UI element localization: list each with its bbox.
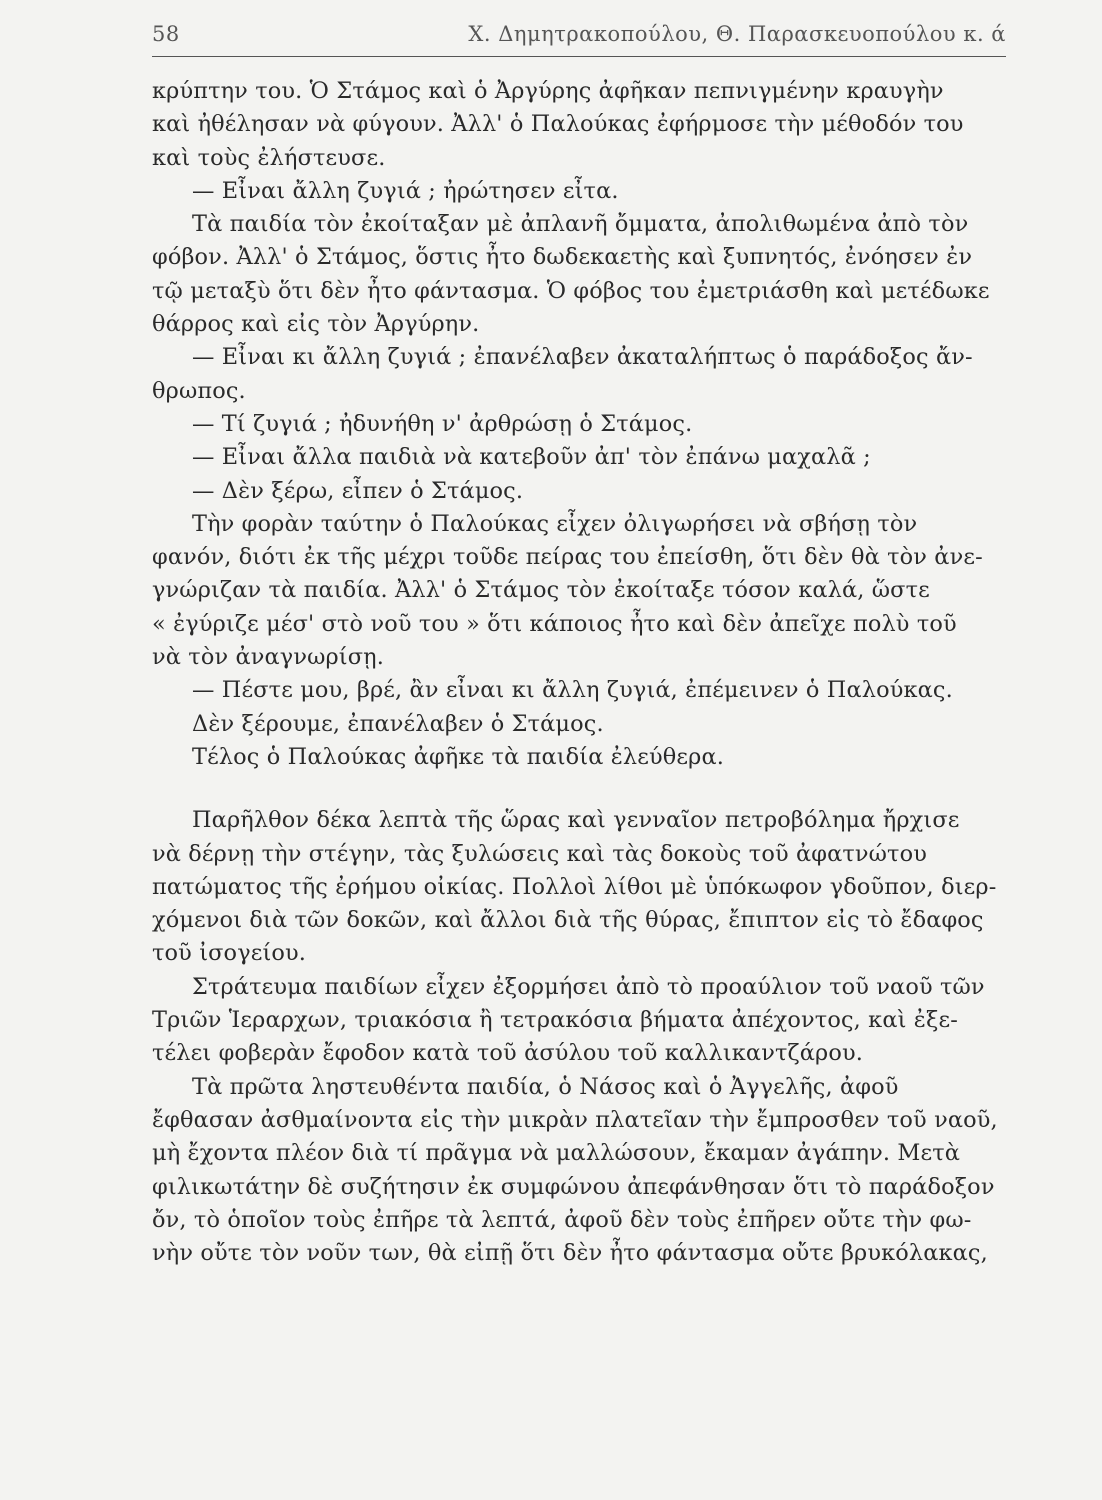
running-head: Χ. Δημητρακοπούλου, Θ. Παρασκευοπούλου κ. ά xyxy=(468,22,1006,46)
text-line: φιλικωτάτην δὲ συζήτησιν ἐκ συμφώνου ἀπεφάνθησαν ὅτι τὸ παράδοξον xyxy=(152,1173,995,1200)
text-line: φόβον. Ἀλλ' ὁ Στάμος, ὅστις ἦτο δωδεκαετὴς καὶ ξυπνητός, ἐνόησεν ἐν xyxy=(152,244,973,271)
text-line: νὴν οὔτε τὸν νοῦν των, θὰ εἰπῇ ὅτι δὲν ἦτο φάντασμα οὔτε βρυκόλακας, xyxy=(152,1240,988,1267)
text-line: φανόν, διότι ἐκ τῆς μέχρι τοῦδε πείρας του ἐπείσθη, ὅτι δὲν θὰ τὸν ἀνε- xyxy=(152,544,983,571)
text-line: καὶ ἠθέλησαν νὰ φύγουν. Ἀλλ' ὁ Παλούκας ἐφήρμοσε τὴν μέθοδόν του xyxy=(152,111,964,138)
text-line: — Εἶναι ἄλλη ζυγιά ; ἠρώτησεν εἶτα. xyxy=(192,177,619,204)
text-body xyxy=(152,75,1014,1270)
text-line: ἔφθασαν ἀσθμαίνοντα εἰς τὴν μικρὰν πλατεῖαν τὴν ἔμπροσθεν τοῦ ναοῦ, xyxy=(152,1106,998,1133)
text-line: θρωπος. xyxy=(152,377,246,404)
text-line: Τὰ παιδία τὸν ἐκοίταξαν μὲ ἀπλανῆ ὄμματα, ἀπολιθωμένα ἀπὸ τὸν xyxy=(192,211,969,238)
text-line: Δὲν ξέρουμε, ἐπανέλαβεν ὁ Στάμος. xyxy=(192,710,604,737)
text-line: κρύπτην του. Ὁ Στάμος καὶ ὁ Ἀργύρης ἀφῆκαν πεπνιγμένην κραυγὴν xyxy=(152,78,944,104)
text-line: Τέλος ὁ Παλούκας ἀφῆκε τὰ παιδία ἐλεύθερα. xyxy=(192,743,725,770)
text-line: νὰ δέρνῃ τὴν στέγην, τὰς ξυλώσεις καὶ τὰς δοκοὺς τοῦ ἀφατνώτου xyxy=(152,840,927,867)
text-line: θάρρος καὶ εἰς τὸν Ἀργύρην. xyxy=(152,311,480,338)
text-line: Τὴν φορὰν ταύτην ὁ Παλούκας εἶχεν ὀλιγωρήσει νὰ σβήσῃ τὸν xyxy=(192,510,918,537)
text-line: χόμενοι διὰ τῶν δοκῶν, καὶ ἄλλοι διὰ τῆς θύρας, ἔπιπτον εἰς τὸ ἔδαφος xyxy=(152,907,984,934)
text-line: τοῦ ἰσογείου. xyxy=(152,940,307,967)
text-line: ὄν, τὸ ὁποῖον τοὺς ἐπῆρε τὰ λεπτά, ἀφοῦ δὲν τοὺς ἐπῆρεν οὔτε τὴν φω- xyxy=(152,1206,972,1233)
text-line: μὴ ἔχοντα πλέον διὰ τί πρᾶγμα νὰ μαλλώσουν, ἔκαμαν ἀγάπην. Μετὰ xyxy=(152,1140,961,1167)
text-line: Παρῆλθον δέκα λεπτὰ τῆς ὥρας καὶ γενναῖον πετροβόλημα ἤρχισε xyxy=(192,807,960,834)
text-line: « ἐγύριζε μέσ' στὸ νοῦ του » ὅτι κάποιος ἦτο καὶ δὲν ἀπεῖχε πολὺ τοῦ xyxy=(152,610,957,637)
text-line: Στράτευμα παιδίων εἶχεν ἐξορμήσει ἀπὸ τὸ προαύλιον τοῦ ναοῦ τῶν xyxy=(192,973,985,1000)
text-line: πατώματος τῆς ἐρήμου οἰκίας. Πολλοὶ λίθοι μὲ ὑπόκωφον γδοῦπον, διερ- xyxy=(152,873,997,900)
section-gap xyxy=(152,774,1014,804)
text-line: — Δὲν ξέρω, εἶπεν ὁ Στάμος. xyxy=(192,477,524,504)
text-line: Τριῶν Ἱεραρχων, τριακόσια ἢ τετρακόσια βήματα ἀπέχοντος, καὶ ἐξε- xyxy=(152,1007,958,1034)
page-number: 58 xyxy=(152,22,180,46)
text-line: — Εἶναι ἄλλα παιδιὰ νὰ κατεβοῦν ἀπ' τὸν ἐπάνω μαχαλᾶ ; xyxy=(192,444,871,471)
text-line: τῷ μεταξὺ ὅτι δὲν ἦτο φάντασμα. Ὁ φόβος του ἐμετριάσθη καὶ μετέδωκε xyxy=(152,277,990,304)
text-line: γνώριζαν τὰ παιδία. Ἀλλ' ὁ Στάμος τὸν ἐκοίταξε τόσον καλά, ὥστε xyxy=(152,577,930,604)
page-header xyxy=(152,22,1006,57)
text-line: καὶ τοὺς ἐλήστευσε. xyxy=(152,144,386,171)
text-line: Τὰ πρῶτα ληστευθέντα παιδία, ὁ Νάσος καὶ ὁ Ἀγγελῆς, ἀφοῦ xyxy=(192,1073,899,1100)
text-line: — Τί ζυγιά ; ἠδυνήθη ν' ἀρθρώσῃ ὁ Στάμος. xyxy=(192,410,693,437)
text-line: — Εἶναι κι ἄλλη ζυγιά ; ἐπανέλαβεν ἀκαταλήπτως ὁ παράδοξος ἄν- xyxy=(192,344,973,371)
text-line: νὰ τὸν ἀναγνωρίσῃ. xyxy=(152,644,385,671)
text-line: — Πέστε μου, βρέ, ἂν εἶναι κι ἄλλη ζυγιά, ἐπέμεινεν ὁ Παλούκας. xyxy=(192,677,953,704)
text-line: τέλει φοβερὰν ἔφοδον κατὰ τοῦ ἀσύλου τοῦ καλλικαντζάρου. xyxy=(152,1040,864,1067)
